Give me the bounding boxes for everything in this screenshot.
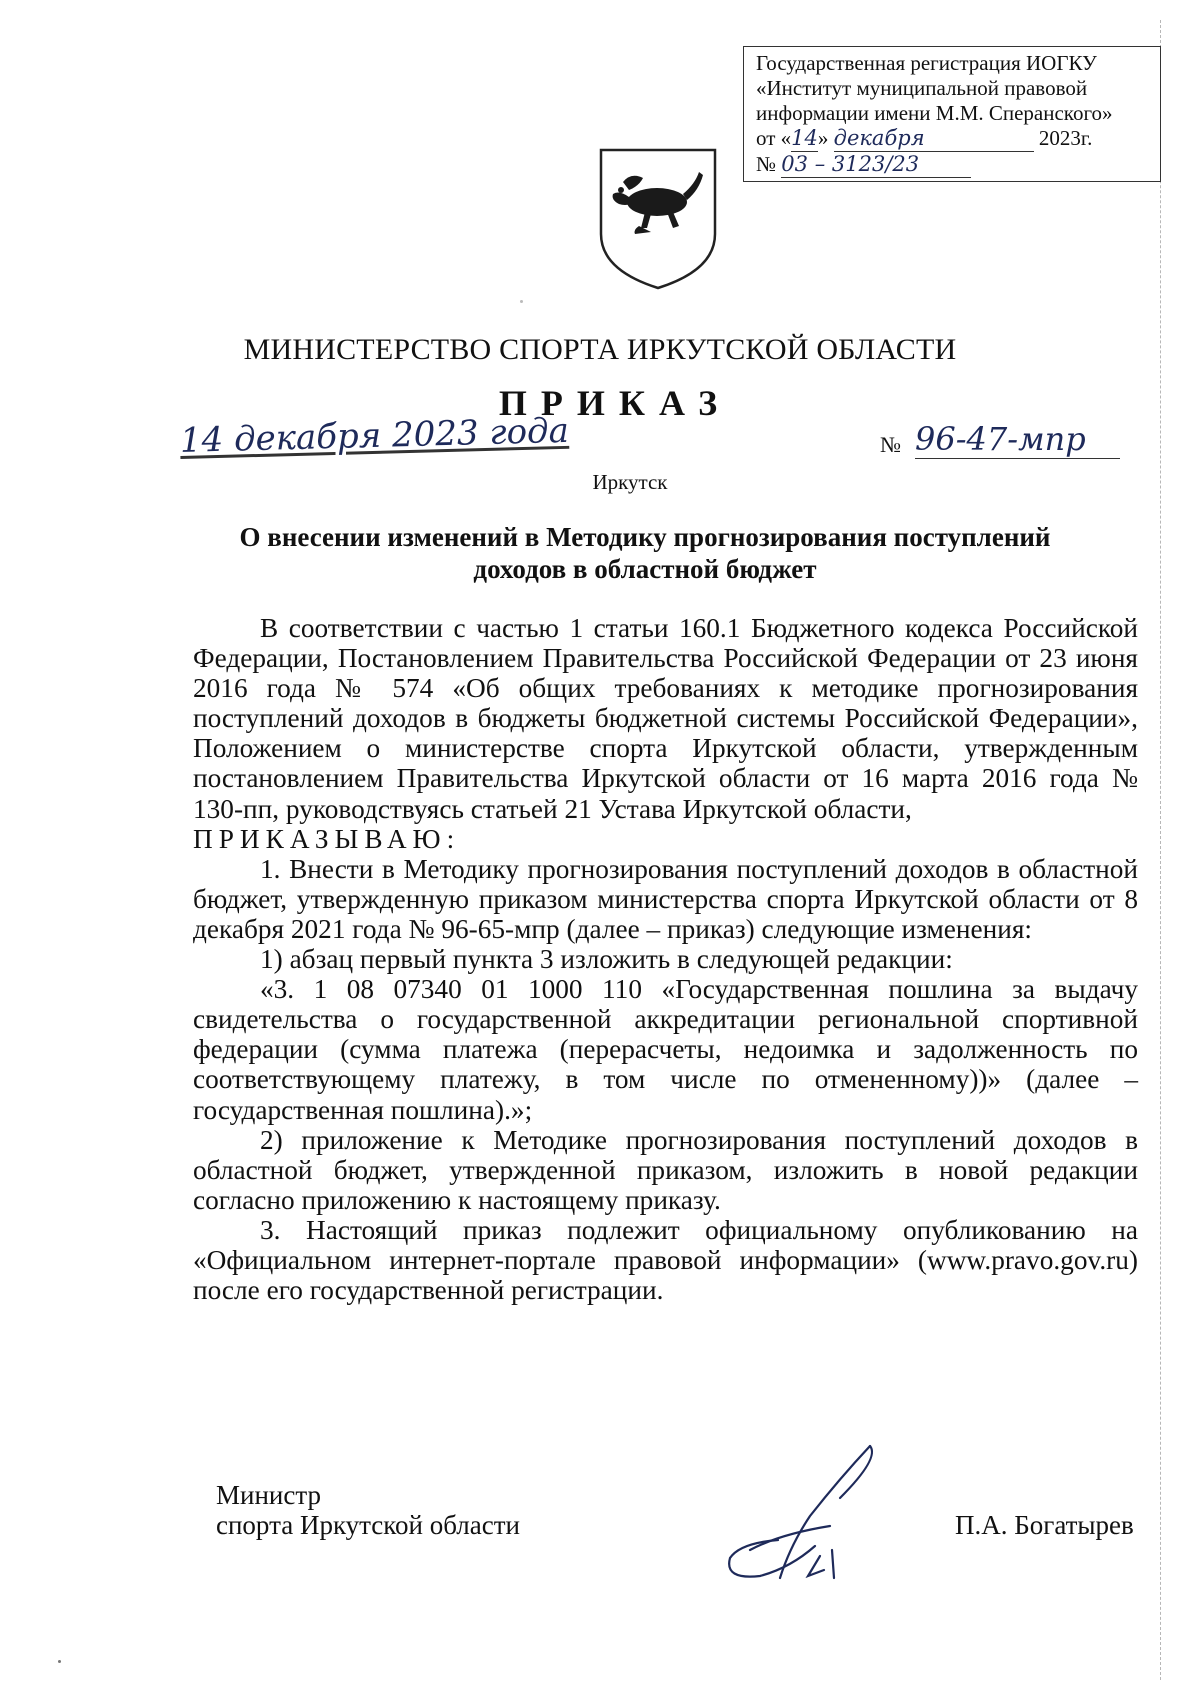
stamp-date-year: 2023 [1038, 126, 1081, 150]
stamp-date-suffix: г. [1080, 126, 1093, 150]
stamp-line-2: «Институт муниципальной правовой [756, 76, 1088, 100]
registration-stamp [743, 46, 1161, 182]
order-body [193, 613, 1138, 1305]
irkutsk-coat-of-arms-icon [595, 142, 721, 292]
item-1-1-quote: «3. 1 08 07340 01 1000 110 «Государственная пошлина за выдачу свидетельства о государственной аккредитации региональной спортивной федерации (сумма платежа (перерасчеты, недоимка и задолженность по соответствующему платежу, в том числе по отмененному))» (далее – государственная пошлина).»; [193, 974, 1138, 1125]
city: Иркутск [592, 470, 668, 494]
scan-edge-line [1160, 20, 1162, 1680]
stamp-line-1: Государственная регистрация ИОГКУ [756, 51, 1097, 75]
stamp-line-3: информации имени М.М. Сперанского» [756, 101, 1113, 125]
stamp-date-mid: » [817, 126, 829, 150]
preamble: В соответствии с частью 1 статьи 160.1 Бюджетного кодекса Российской Федерации, Постановлением Правительства Российской Федерации от 23 июня 2016 года № 574 «Об общих требованиях к методике прогнозирования поступлений доходов в бюджеты бюджетной системы Российской Федерации», Положением о министерстве спорта Иркутской области, утвержденным постановлением Правительства Иркутской области от 16 марта 2016 года № 130-пп, руководствуясь статьей 21 Устава Иркутской области, [193, 613, 1138, 824]
stamp-number-value: 03 – 3123/23 [781, 152, 971, 178]
stamp-date-prefix: от « [756, 126, 792, 150]
ministry-name: МИНИСТЕРСТВО СПОРТА ИРКУТСКОЙ ОБЛАСТИ [243, 333, 957, 366]
item-3: 3. Настоящий приказ подлежит официальному опубликованию на «Официальном интернет-портале правовой информации» (www.pravo.gov.ru) после его государственной регистрации. [193, 1214, 1138, 1306]
handwritten-signature-icon [720, 1438, 910, 1588]
order-number: 96-47-мпр [915, 420, 1120, 459]
stamp-number-prefix: № [756, 152, 777, 176]
signatory-title-line-1: Министр [216, 1480, 321, 1510]
signatory-title [216, 1480, 520, 1540]
item-1: 1. Внести в Методику прогнозирования поступлений доходов в областной бюджет, утвержденную приказом министерства спорта Иркутской области от 8 декабря 2021 года № 96-65-мпр (далее – приказ) следующие изменения: [193, 853, 1138, 944]
scan-speck [58, 1660, 61, 1663]
subject-line-2: доходов в областной бюджет [473, 554, 817, 584]
item-1-1: 1) абзац первый пункта 3 изложить в следующей редакции: [260, 944, 953, 975]
signatory-title-line-2: спорта Иркутской области [216, 1510, 520, 1540]
order-word: ПРИКАЗЫВАЮ: [193, 823, 461, 854]
subject-line-1: О внесении изменений в Методику прогнозирования поступлений [239, 522, 1051, 552]
signatory-name: П.А. Богатырев [955, 1510, 1134, 1540]
document-type: ПРИКАЗ [498, 383, 732, 423]
stamp-date-line [756, 126, 1154, 152]
scan-speck [520, 300, 523, 303]
item-1-2: 2) приложение к Методике прогнозирования поступлений доходов в областной бюджет, утвержденной приказом, изложить в новой редакции согласно приложению к настоящему приказу. [193, 1124, 1138, 1215]
order-number-label: № [880, 432, 901, 457]
order-subject [195, 521, 1095, 585]
order-date: 14 декабря 2023 года [179, 410, 570, 461]
stamp-number-line [756, 152, 1154, 178]
stamp-date-month: декабря [834, 126, 1034, 152]
stamp-date-day: 14 [791, 126, 818, 150]
